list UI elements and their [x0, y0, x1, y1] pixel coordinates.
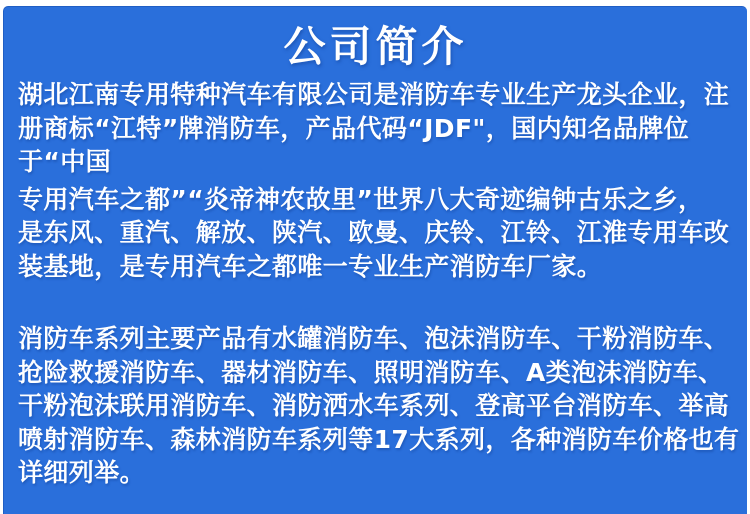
text-line: 详细列举。 — [18, 458, 146, 487]
product-series-paragraph — [18, 322, 739, 490]
text-line: 册商标“江特”牌消防车，产品代码“JDF"，国内知名品牌位 — [18, 113, 690, 143]
company-intro-panel — [3, 6, 747, 514]
text-line: 湖北江南专用特种汽车有限公司是消防车专业生产龙头企业，注 — [18, 80, 730, 109]
text-line: 于“中国 — [18, 147, 112, 176]
text-line: 是东风、重汽、解放、陕汽、欧曼、庆铃、江铃、江淮专用车改 — [18, 218, 730, 247]
text-line: 装基地，是专用汽车之都唯一专业生产消防车厂家。 — [18, 251, 603, 281]
intro-content — [18, 78, 739, 490]
text-line: 消防车系列主要产品有水罐消防车、泡沫消防车、干粉消防车、 — [18, 324, 730, 353]
text-line: 喷射消防车、森林消防车系列等17大系列，各种消防车价格也有 — [18, 424, 740, 454]
intro-paragraph-1 — [18, 78, 739, 179]
page-title: 公司简介 — [283, 22, 468, 71]
text-line: 抢险救援消防车、器材消防车、照明消防车、A类泡沫消防车、 — [18, 357, 724, 387]
text-line: 专用汽车之都”“炎帝神农故里”世界八大奇迹编钟古乐之乡， — [18, 184, 704, 214]
text-line: 干粉泡沫联用消防车、消防洒水车系列、登高平台消防车、举高 — [18, 391, 730, 420]
intro-paragraph-2 — [18, 183, 739, 284]
